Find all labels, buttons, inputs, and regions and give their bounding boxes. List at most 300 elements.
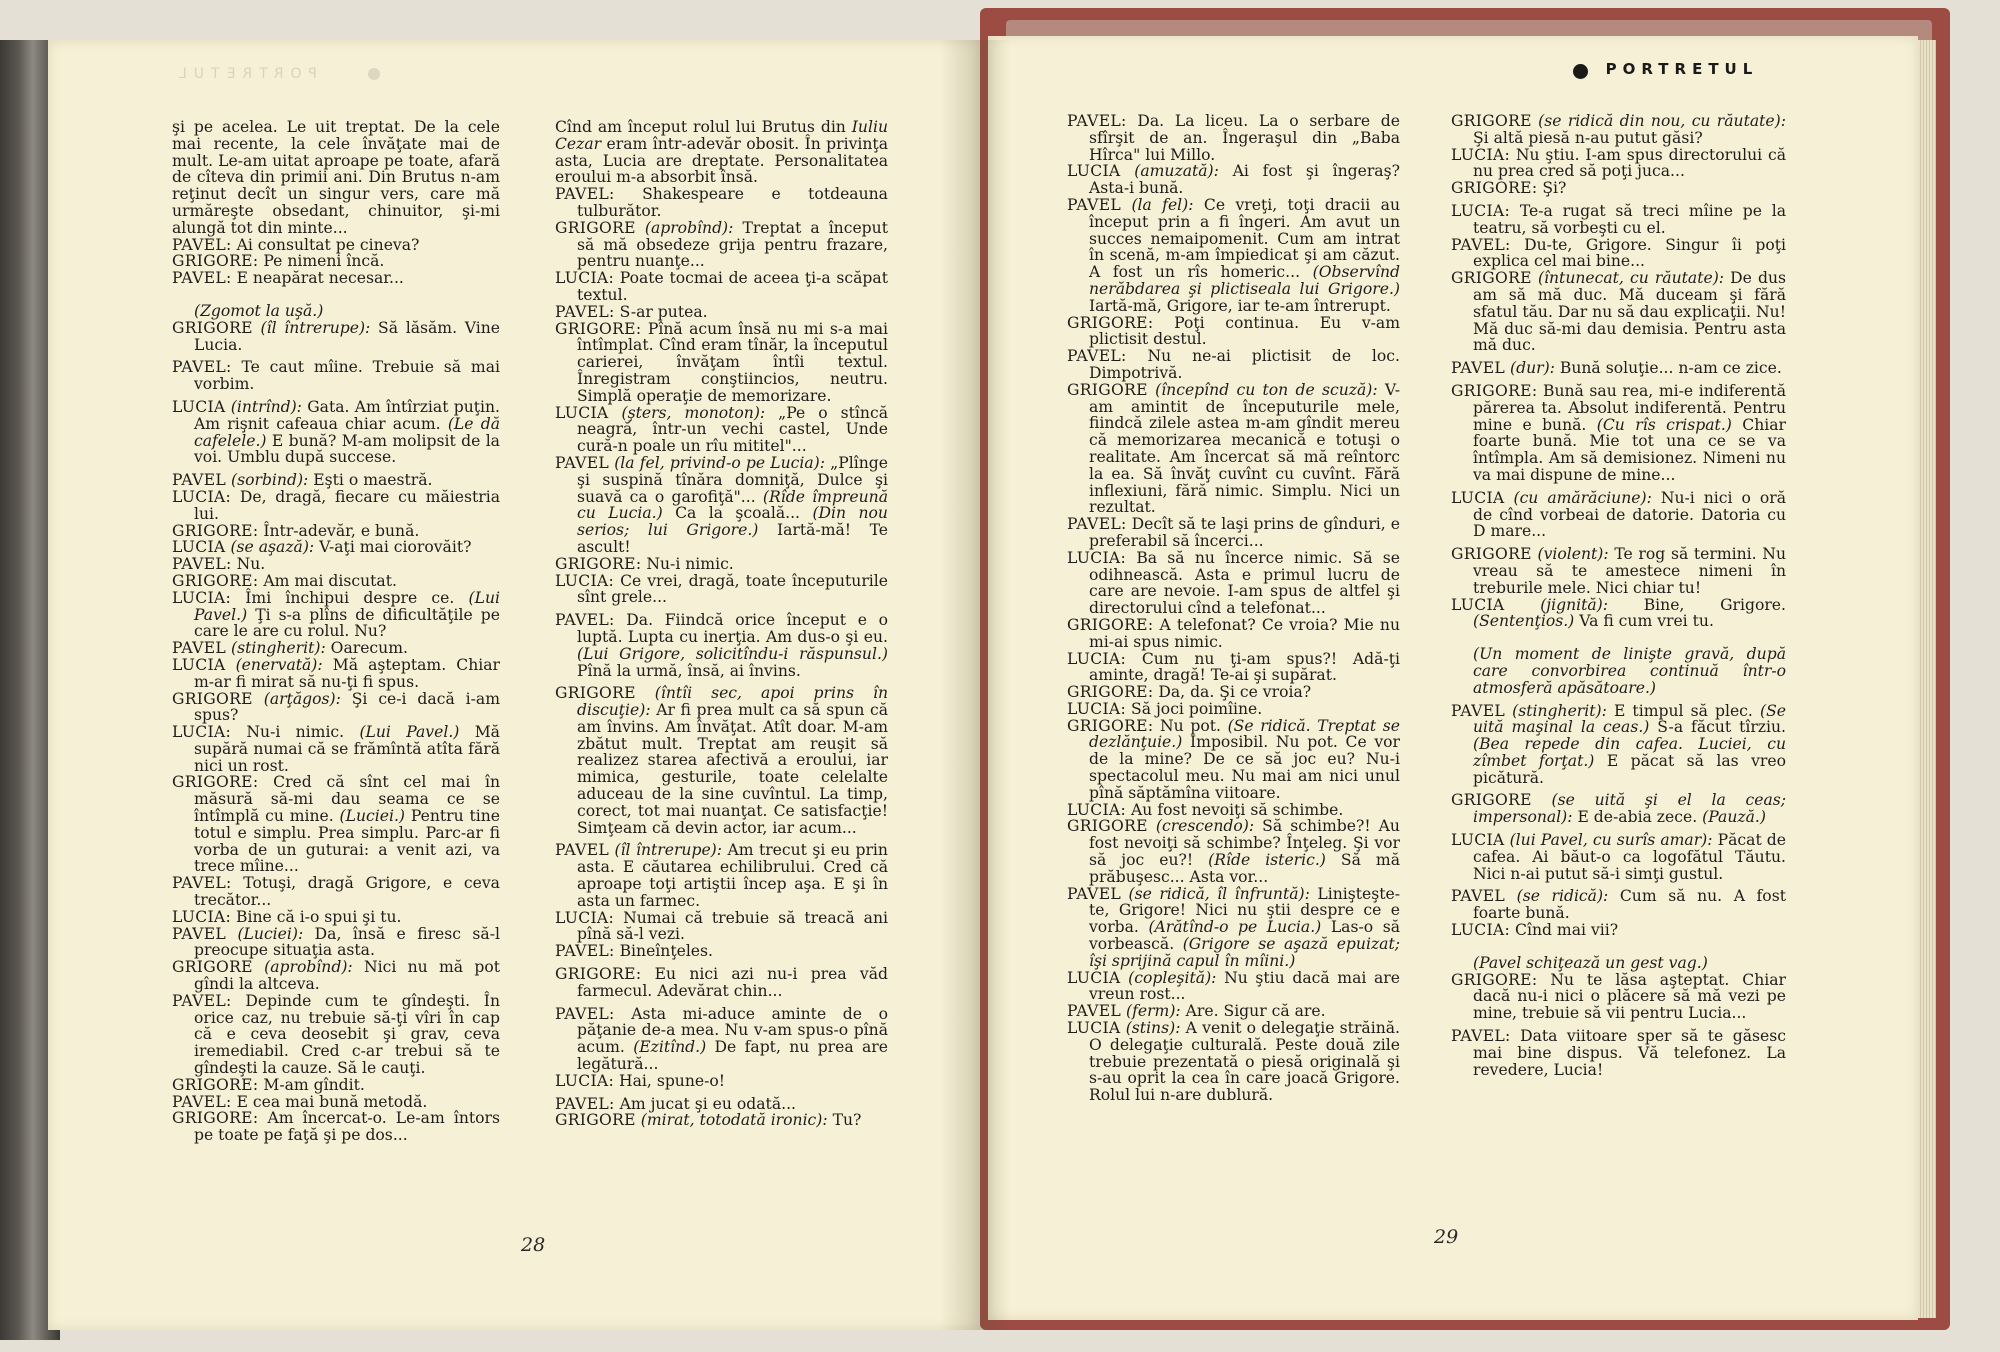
- dialogue-line: [1067, 718, 1400, 802]
- running-header: [1572, 60, 1758, 78]
- speaker-name: GRIGORE:: [1067, 615, 1154, 634]
- speaker-name: LUCIA: [172, 538, 226, 557]
- dialogue-line: [172, 1094, 500, 1111]
- speaker-name: LUCIA:: [172, 487, 232, 506]
- stage-direction: (stingherit):: [231, 639, 326, 658]
- line-text: eram într-adevăr obosit. În privinţa asta, Lucia are dreptate. Personalitatea eroului m-a absorbit însă.: [555, 134, 888, 187]
- stage-direction: (aprobînd):: [264, 958, 353, 977]
- line-text: Bine, Grigore.: [1643, 595, 1786, 614]
- dialogue-line: [1451, 546, 1786, 596]
- speaker-name: GRIGORE: [172, 318, 253, 337]
- dialogue-line: [1067, 382, 1400, 516]
- line-text: Ar fi prea mult ca să spun că am învins. Am învăţat. Atît doar. M-am zbătut mult. Treptat am reuşit să realizez starea afectivă a eroului, iar mimica, gesturile, toate celelalte aduceau de la sine cuvîntul. La timp, corect, tot mai nuanţat. Ce satisfacţie! Simţeam că devin actor, iar acum...: [577, 701, 888, 837]
- line-text: Data viitoare sper să te găsesc mai bine dispus. Vă telefonez. La revedere, Lucia!: [1473, 1027, 1786, 1079]
- line-text: Bună soluţie... n-am ce zice.: [1559, 359, 1782, 378]
- speaker-name: LUCIA: [555, 403, 609, 422]
- speaker-name: LUCIA: [172, 655, 226, 674]
- speaker-name: GRIGORE:: [555, 965, 642, 984]
- dialogue-line: [1067, 617, 1400, 651]
- dialogue-line: [1451, 203, 1786, 237]
- speaker-name: LUCIA: [1451, 488, 1505, 507]
- line-text: Pînă la urmă, însă, ai învins.: [577, 661, 801, 680]
- line-text: Da, însă e firesc să-l preocupe situaţia asta.: [194, 924, 500, 960]
- speaker-name: GRIGORE: [172, 958, 253, 977]
- dialogue-line: [1451, 703, 1786, 787]
- speaker-name: PAVEL: [555, 841, 610, 860]
- dialogue-line: [555, 1096, 888, 1113]
- dialogue-line: [1067, 701, 1400, 718]
- dialogue-line: [1451, 1028, 1786, 1078]
- speaker-name: GRIGORE: [555, 1111, 636, 1130]
- stage-direction: (Pavel schiţează un gest vag.): [1473, 953, 1708, 972]
- speaker-name: GRIGORE: [172, 689, 253, 708]
- text-column-2: [555, 119, 888, 1129]
- line-text: Am jucat şi eu odată...: [619, 1094, 796, 1113]
- speaker-name: GRIGORE:: [1067, 716, 1154, 735]
- stage-direction: (întunecat, cu răutate):: [1537, 269, 1725, 288]
- stage-direction: (Din nou serios; lui Grigore.): [577, 504, 888, 540]
- dialogue-line: [172, 270, 500, 287]
- dialogue-line: [172, 119, 500, 237]
- speaker-name: LUCIA: [1451, 831, 1505, 850]
- line-text: Te rog să termini. Nu vreau să te amestece nimeni în treburile mele. Nici chiar tu!: [1473, 545, 1786, 597]
- speaker-name: GRIGORE: [555, 218, 636, 237]
- dialogue-line: [1067, 163, 1400, 197]
- running-header-text: PORTRETUL: [1605, 60, 1759, 78]
- stage-direction: (îl întrerupe):: [260, 318, 371, 337]
- dialogue-line: [555, 1112, 888, 1129]
- stage-direction: (lui Pavel, cu surîs amar):: [1509, 831, 1713, 850]
- speaker-name: PAVEL:: [1451, 235, 1511, 254]
- dialogue-line: [1451, 597, 1786, 631]
- speaker-name: GRIGORE:: [172, 773, 259, 792]
- stage-direction: (Lui Pavel.): [359, 723, 460, 742]
- speaker-name: LUCIA:: [1067, 649, 1127, 668]
- speaker-name: LUCIA:: [172, 723, 232, 742]
- page-number-right: 29: [1434, 1226, 1459, 1248]
- line-text: Şi altă piesă n-au putut găsi?: [1473, 128, 1703, 147]
- line-text: Gata. Am întîrziat puţin. Am rişnit cafeaua chiar acum.: [194, 397, 500, 433]
- speaker-name: PAVEL: [555, 453, 610, 472]
- stage-direction: (se ridică, îl înfruntă):: [1128, 884, 1310, 903]
- line-text: Da. Fiindcă orice început e o luptă. Lupta cu inerţia. Am dus-o şi eu.: [577, 611, 888, 646]
- line-text: Ba să nu încerce nimic. Să se odihnească. Asta e primul lucru de care are nevoie. I-am spus de altfel şi directorului cînd a telefonat...: [1089, 548, 1400, 618]
- speaker-name: GRIGORE:: [172, 1075, 259, 1094]
- stage-direction: (la fel, privind-o pe Lucia):: [614, 453, 826, 472]
- dialogue-line: [172, 399, 500, 466]
- dialogue-line: [1451, 922, 1786, 939]
- stage-direction: (Pauză.): [1702, 808, 1766, 827]
- speaker-name: LUCIA:: [172, 907, 232, 926]
- dialogue-line: [1067, 550, 1400, 617]
- dialogue-line: [1067, 113, 1400, 163]
- line-text: Să lăsăm. Vine Lucia.: [194, 318, 500, 354]
- stage-direction: (se uită şi el la ceas; impersonal):: [1473, 791, 1786, 827]
- dialogue-line: [172, 774, 500, 875]
- stage-direction: (Cu rîs crispat.): [1596, 415, 1732, 434]
- dialogue-line: [172, 1077, 500, 1094]
- speaker-name: PAVEL:: [172, 235, 232, 254]
- dialogue-line: [172, 320, 500, 354]
- speaker-name: GRIGORE:: [172, 252, 259, 271]
- dialogue-line: [172, 993, 500, 1077]
- speaker-name: LUCIA: [1067, 1019, 1121, 1038]
- speaker-name: LUCIA:: [555, 1071, 615, 1090]
- stage-direction: (Observînd nerăbdarea şi plictiseala lui Grigore.): [1089, 263, 1400, 298]
- stage-direction: (Le dă cafelele.): [194, 414, 500, 450]
- dialogue-line: [555, 1006, 888, 1073]
- speaker-name: GRIGORE:: [1451, 381, 1538, 400]
- line-text: Te-a rugat să treci mîine pe la teatru, să vorbeşti cu el.: [1473, 201, 1786, 237]
- speaker-name: PAVEL:: [1451, 1027, 1511, 1046]
- speaker-name: LUCIA:: [1067, 699, 1127, 718]
- line-text: Am mai discutat.: [263, 571, 397, 590]
- stage-direction: (la fel):: [1131, 195, 1194, 214]
- line-text: Am trecut şi eu prin asta. E căutarea echilibrului. Cred că aproape toţi artiştii încep aşa. E şi în asta un farmec.: [577, 841, 888, 910]
- speaker-name: GRIGORE: [1451, 112, 1532, 130]
- speaker-name: PAVEL: [172, 639, 227, 658]
- dialogue-line: [172, 959, 500, 993]
- speaker-name: LUCIA: [1067, 162, 1121, 181]
- line-text: Pînă acum însă nu mi s-a mai întîmplat. Cînd eram tînăr, la începutul carierei, învăţam întîi textul. Înregistram conştiincios, neutru. Simplă operaţie de memorizare.: [577, 319, 888, 405]
- dialogue-line: [1451, 972, 1786, 1022]
- line-text: Ai consultat pe cineva?: [236, 235, 420, 254]
- line-text: Depinde cum te gîndeşti. În orice caz, nu trebuie să-ţi vîri în cap că e ceva deosebit şi grav, ceva iremediabil. Cred c-ar trebui să te gîndeşti la cauze. Să le cauţi.: [194, 991, 500, 1078]
- speaker-name: GRIGORE:: [172, 1109, 259, 1128]
- line-text: „Pe o stîncă neagră, într-un vechi castel, Unde cură-n poale un rîu mititel"...: [577, 403, 888, 456]
- speaker-name: PAVEL:: [555, 1094, 615, 1113]
- line-text: Iartă-mă, Grigore, iar te-am întrerupt.: [1089, 296, 1391, 315]
- line-text: Poţi continua. Eu v-am plictisit destul.: [1089, 313, 1400, 349]
- dialogue-line: [555, 455, 888, 556]
- speaker-name: LUCIA:: [555, 269, 615, 288]
- dialogue-line: [1067, 348, 1400, 382]
- stage-direction: (Grigore se aşază epuizat; îşi sprijină capul în mîini.): [1089, 935, 1400, 970]
- dialogue-line: [555, 186, 888, 220]
- dialogue-line: [1067, 802, 1400, 819]
- line-text: De dus am să mă duc. Mă duceam şi fără sfatul tău. Dar nu să dau explicaţii. Nu! Mă duc să-mi dau demisia. Pentru asta mă duc.: [1473, 269, 1787, 355]
- speaker-name: LUCIA: [1067, 968, 1121, 987]
- line-text: Poate tocmai de aceea ţi-a scăpat textul.: [577, 269, 888, 304]
- line-text: Mă aşteptam. Chiar m-ar fi mirat să nu-ţi fi spus.: [194, 655, 500, 691]
- line-text: Da, da. Şi ce vroia?: [1158, 683, 1312, 702]
- speaker-name: PAVEL: [1067, 1002, 1122, 1021]
- line-text: Nu ştiu dacă mai are vreun rost...: [1089, 968, 1400, 1004]
- dialogue-line: [172, 909, 500, 926]
- stage-direction: (Arătînd-o pe Lucia.): [1148, 918, 1322, 937]
- stage-direction: (violent):: [1537, 545, 1609, 564]
- stage-direction: (jignită):: [1540, 595, 1609, 614]
- stage-direction: (copleşită):: [1128, 968, 1217, 987]
- speaker-name: GRIGORE: [1067, 380, 1148, 399]
- speaker-name: PAVEL:: [172, 874, 232, 893]
- line-text: Eşti o maestră.: [313, 471, 433, 490]
- dialogue-line: [555, 612, 888, 679]
- speaker-name: LUCIA:: [1067, 548, 1127, 567]
- speaker-name: GRIGORE: [1451, 791, 1532, 810]
- dialogue-line: [1451, 147, 1786, 181]
- dialogue-line: [1451, 832, 1786, 882]
- line-text: E cea mai bună metodă.: [236, 1092, 428, 1111]
- line-text: Şi?: [1542, 179, 1567, 198]
- dialogue-line: [1451, 888, 1786, 922]
- dialogue-line: [1067, 1020, 1400, 1104]
- dialogue-line: [555, 321, 888, 405]
- dialogue-line: [555, 304, 888, 321]
- dialogue-line: [172, 691, 500, 725]
- dialogue-line: [555, 842, 888, 909]
- line-text: Cînd mai vii?: [1515, 921, 1619, 940]
- stage-direction: (Zgomot la uşă.): [194, 301, 324, 320]
- line-text: Mă supără numai că se frămîntă atîta fără nici un rost.: [194, 723, 500, 775]
- line-text: Are. Sigur că are.: [1185, 1002, 1326, 1021]
- dialogue-line: [172, 539, 500, 556]
- line-text: Ca la şcoală...: [675, 504, 801, 523]
- dialogue-line: [1067, 886, 1400, 970]
- stage-direction: (cu amărăciune):: [1513, 488, 1652, 507]
- line-text: E timpul să plec.: [1613, 701, 1753, 720]
- line-text: M-am gîndit.: [263, 1075, 365, 1094]
- stage-direction: (întîi sec, apoi prins în discuţie):: [577, 684, 888, 720]
- speaker-name: LUCIA:: [1067, 800, 1127, 819]
- dialogue-line: [555, 405, 888, 455]
- dialogue-line: [172, 724, 500, 774]
- stage-direction: (stingherit):: [1512, 701, 1607, 720]
- line-text: Imposibil. Nu pot. Ce vor de la mine? De ce să joc eu? Nu-i spectacolul meu. Nu mai am nici unul pînă săptămîna viitoare.: [1089, 733, 1400, 802]
- dialogue-line: [172, 556, 500, 573]
- line-text: A venit o delegaţie străină. O delegaţie culturală. Peste două zile trebuie prezentată o piesă originală şi s-au oprit la cea în care joacă Grigore. Rolul lui n-are dublură.: [1089, 1019, 1400, 1105]
- line-text: Bineînţeles.: [619, 942, 713, 961]
- line-text: De, dragă, fiecare cu măiestria lui.: [194, 487, 500, 523]
- stage-direction: (îl întrerupe):: [614, 841, 723, 860]
- speaker-name: PAVEL:: [172, 358, 232, 377]
- speaker-name: GRIGORE:: [555, 554, 642, 573]
- speaker-name: PAVEL: [1451, 887, 1506, 906]
- dialogue-line: [172, 640, 500, 657]
- speaker-name: PAVEL:: [1067, 515, 1127, 534]
- speaker-name: LUCIA:: [1451, 921, 1511, 940]
- line-text: Pentru tine totul e simplu. Prea simplu. Parc-ar fi vorba de un guturai: a venit azi, va trece mîine...: [194, 807, 500, 876]
- stage-direction: (amuzată):: [1134, 162, 1219, 181]
- dialogue-line: [1451, 383, 1786, 484]
- speaker-name: PAVEL:: [172, 1092, 232, 1111]
- line-text: Nu-i nimic.: [646, 554, 734, 573]
- dialogue-line: [1451, 490, 1786, 540]
- stage-direction: (Un moment de linişte gravă, după care convorbirea continuă într-o atmosferă apăsătoare.): [1473, 645, 1786, 697]
- speaker-name: GRIGORE:: [172, 521, 259, 540]
- dialogue-line: [1067, 651, 1400, 685]
- speaker-name: LUCIA:: [172, 588, 232, 607]
- line-text: S-a făcut tîrziu.: [1657, 718, 1786, 737]
- line-text: E bună? M-am molipsit de la voi. Umblu după succese.: [194, 431, 500, 467]
- line-text: Decît să te laşi prins de gînduri, e preferabil să încerci...: [1089, 515, 1400, 550]
- speaker-name: GRIGORE:: [1451, 970, 1538, 989]
- speaker-name: PAVEL: [1451, 701, 1506, 720]
- stage-direction: (Rîde împreună cu Lucia.): [577, 487, 888, 523]
- line-text: Treptat a început să mă obsedeze grija pentru frazare, pentru nuanţe...: [577, 218, 888, 271]
- dialogue-line: [172, 359, 500, 393]
- speaker-name: PAVEL:: [172, 269, 232, 288]
- dialogue-line: [555, 1073, 888, 1090]
- line-text: Shakespeare e totdeauna tulburător.: [577, 185, 888, 220]
- dialogue-line: [172, 657, 500, 691]
- stage-direction: (Se ridică. Treptat se dezlănţuie.): [1089, 716, 1400, 752]
- line-text: Îmi închipui despre ce.: [245, 588, 455, 607]
- stage-direction: (se aşază):: [230, 538, 315, 557]
- line-text: Te caut mîine. Trebuie să mai vorbim.: [194, 358, 500, 394]
- line-text: Să mă prăbuşesc... Asta vor...: [1089, 851, 1400, 886]
- dialogue-line: [1451, 180, 1786, 197]
- speaker-name: GRIGORE:: [172, 571, 259, 590]
- dialogue-line: [1067, 516, 1400, 550]
- speaker-name: PAVEL: [1067, 195, 1122, 214]
- line-text: Iartă-mă! Te ascult!: [577, 521, 888, 556]
- stage-direction: (începînd cu ton de scuză):: [1155, 380, 1378, 399]
- stage-direction: (stins):: [1125, 1019, 1181, 1038]
- line-text: E neapărat necesar...: [236, 269, 404, 288]
- line-text: Hai, spune-o!: [619, 1071, 726, 1090]
- book-gutter: [940, 40, 1010, 1330]
- line-text: Nu te lăsa aşteptat. Chiar dacă nu-i nici o plăcere să mă vezi pe mine, trebuie să vii pentru Lucia...: [1473, 970, 1786, 1023]
- stage-direction: (Sentenţios.): [1473, 612, 1575, 631]
- text-column-4: [1451, 113, 1786, 1078]
- line-text: Bine că i-o spui şi tu.: [236, 907, 402, 926]
- dialogue-line: [555, 943, 888, 960]
- line-text: Într-adevăr, e bună.: [263, 521, 420, 540]
- dialogue-line: [172, 875, 500, 909]
- dialogue-line: [1067, 197, 1400, 315]
- dialogue-line: [1067, 818, 1400, 885]
- line-text: Nu pot.: [1160, 716, 1221, 735]
- speaker-name: GRIGORE: [1451, 269, 1532, 288]
- speaker-name: GRIGORE:: [1067, 683, 1154, 702]
- bleed-through-header: PORTRETUL: [172, 66, 317, 82]
- line-text: Ţi s-a plîns de dificultăţile pe care le are cu rolul. Nu?: [194, 605, 500, 641]
- line-text: E de-abia zece.: [1577, 808, 1698, 827]
- dialogue-line: [1451, 360, 1786, 377]
- line-text: Ce vrei, dragă, toate începuturile sînt grele...: [577, 571, 888, 607]
- dialogue-line: [1451, 646, 1786, 696]
- speaker-name: LUCIA:: [1451, 201, 1511, 220]
- stage-direction: (şters, monoton):: [621, 403, 766, 422]
- dialogue-line: [172, 237, 500, 254]
- dialogue-line: [1067, 1003, 1400, 1020]
- speaker-name: PAVEL:: [555, 942, 615, 961]
- speaker-name: LUCIA:: [1451, 145, 1511, 164]
- stage-direction: (intrînd):: [230, 397, 302, 416]
- stage-direction: (sorbind):: [231, 471, 309, 490]
- dialogue-line: [1067, 970, 1400, 1004]
- line-text: Numai că trebuie să treacă ani pînă să-l vezi.: [577, 908, 888, 944]
- dialogue-line: [172, 253, 500, 270]
- stage-direction: (Luciei.): [339, 807, 406, 826]
- speaker-name: PAVEL:: [555, 1004, 615, 1023]
- speaker-name: GRIGORE:: [555, 319, 642, 338]
- line-text: Nu-i nici o oră de cînd vorbeai de datorie. Datoria cu D mare...: [1473, 488, 1786, 541]
- speaker-name: PAVEL:: [172, 555, 232, 574]
- dialogue-line: [555, 966, 888, 1000]
- bleed-through-bullet: [368, 68, 380, 80]
- line-text: Şi ce-i dacă i-am spus?: [194, 689, 500, 725]
- line-text: Tu?: [832, 1111, 862, 1130]
- line-text: Să schimbe?! Au fost nevoiţi să schimbe? Înţeleg. Şi vor să joc eu?!: [1089, 817, 1400, 870]
- dialogue-line: [172, 489, 500, 523]
- dialogue-line: [1067, 684, 1400, 701]
- text-column-3: [1067, 113, 1400, 1104]
- stage-direction: (Lui Grigore, solicitîndu-i răspunsul.): [577, 644, 888, 663]
- line-text: S-ar putea.: [619, 302, 708, 321]
- stage-direction: (Lui Pavel.): [194, 588, 500, 624]
- line-text: Da. La liceu. La o serbare de sfîrşit de an. Îngeraşul din „Baba Hîrca" lui Millo.: [1089, 112, 1400, 164]
- line-text: A telefonat? Ce vroia? Mie nu mi-ai spus nimic.: [1089, 615, 1400, 651]
- dialogue-line: [555, 556, 888, 573]
- stage-direction: (Se uită maşinal la ceas.): [1473, 701, 1786, 737]
- line-text: Eu nici azi nu-i prea văd farmecul. Adevărat chin...: [577, 965, 888, 1000]
- line-text: Nu.: [236, 555, 266, 574]
- dialogue-line: [555, 220, 888, 270]
- line-text: Au fost nevoiţi să schimbe.: [1131, 800, 1344, 819]
- stage-direction: (crescendo):: [1155, 817, 1255, 836]
- dialogue-line: [172, 590, 500, 640]
- line-text: De fapt, nu prea are legătură...: [577, 1038, 888, 1074]
- line-text: Ai fost şi îngeraş? Asta-i bună.: [1089, 162, 1400, 198]
- dialogue-line: [555, 573, 888, 607]
- line-text: V-aţi mai ciorovăit?: [319, 538, 472, 557]
- line-text: E păcat să las vreo picătură.: [1473, 751, 1786, 787]
- stage-direction: (dur):: [1510, 359, 1555, 378]
- line-text: Nu ştiu. I-am spus directorului că nu prea cred să poţi juca...: [1473, 145, 1786, 181]
- speaker-name: PAVEL: [1067, 884, 1122, 903]
- dialogue-line: [172, 1110, 500, 1144]
- speaker-name: PAVEL:: [555, 185, 615, 204]
- dialogue-line: [555, 910, 888, 944]
- page-stack-edges: [1918, 40, 1936, 1318]
- dialogue-line: [172, 303, 500, 320]
- speaker-name: GRIGORE: [1067, 817, 1148, 836]
- speaker-name: PAVEL:: [555, 611, 615, 630]
- line-text: Nici nu mă pot gîndi la altceva.: [194, 958, 500, 994]
- dialogue-line: [172, 573, 500, 590]
- speaker-name: PAVEL: [172, 471, 227, 490]
- speaker-name: GRIGORE:: [1067, 313, 1154, 332]
- line-text: Nu ne-ai plictisit de loc. Dimpotrivă.: [1089, 347, 1400, 382]
- speaker-name: PAVEL: [1451, 359, 1506, 378]
- speaker-name: LUCIA: [172, 397, 226, 416]
- stage-direction: (mirat, totodată ironic):: [640, 1111, 828, 1130]
- stage-direction: Iuliu Cezar: [555, 118, 888, 153]
- dialogue-line: [555, 270, 888, 304]
- line-text: Am încercat-o. Le-am întors pe toate pe faţă şi pe dos...: [194, 1109, 500, 1145]
- dialogue-line: [1451, 792, 1786, 826]
- dialogue-line: [172, 926, 500, 960]
- stage-direction: (Bea repede din cafea. Luciei, cu zîmbet forţat.): [1473, 735, 1786, 770]
- dialogue-line: [1067, 315, 1400, 349]
- line-text: Nu-i nimic.: [246, 723, 345, 742]
- continued-text: Cînd am început rolul lui Brutus din: [555, 118, 846, 136]
- speaker-name: PAVEL:: [1067, 112, 1127, 130]
- speaker-name: LUCIA:: [555, 571, 615, 590]
- speaker-name: LUCIA: [1451, 595, 1505, 614]
- line-text: Va fi cum vrei tu.: [1579, 612, 1714, 631]
- line-text: Să joci poimîine.: [1131, 699, 1263, 718]
- line-text: Oarecum.: [330, 639, 408, 658]
- speaker-name: PAVEL: [172, 924, 227, 943]
- stage-direction: (arţăgos):: [263, 689, 341, 708]
- line-text: Las-o să vorbească.: [1089, 918, 1400, 954]
- line-text: Cum nu ţi-am spus?! Adă-ţi aminte, dragă! Te-ai şi supărat.: [1089, 649, 1400, 685]
- speaker-name: PAVEL:: [1067, 347, 1127, 366]
- dialogue-line: [1451, 270, 1786, 354]
